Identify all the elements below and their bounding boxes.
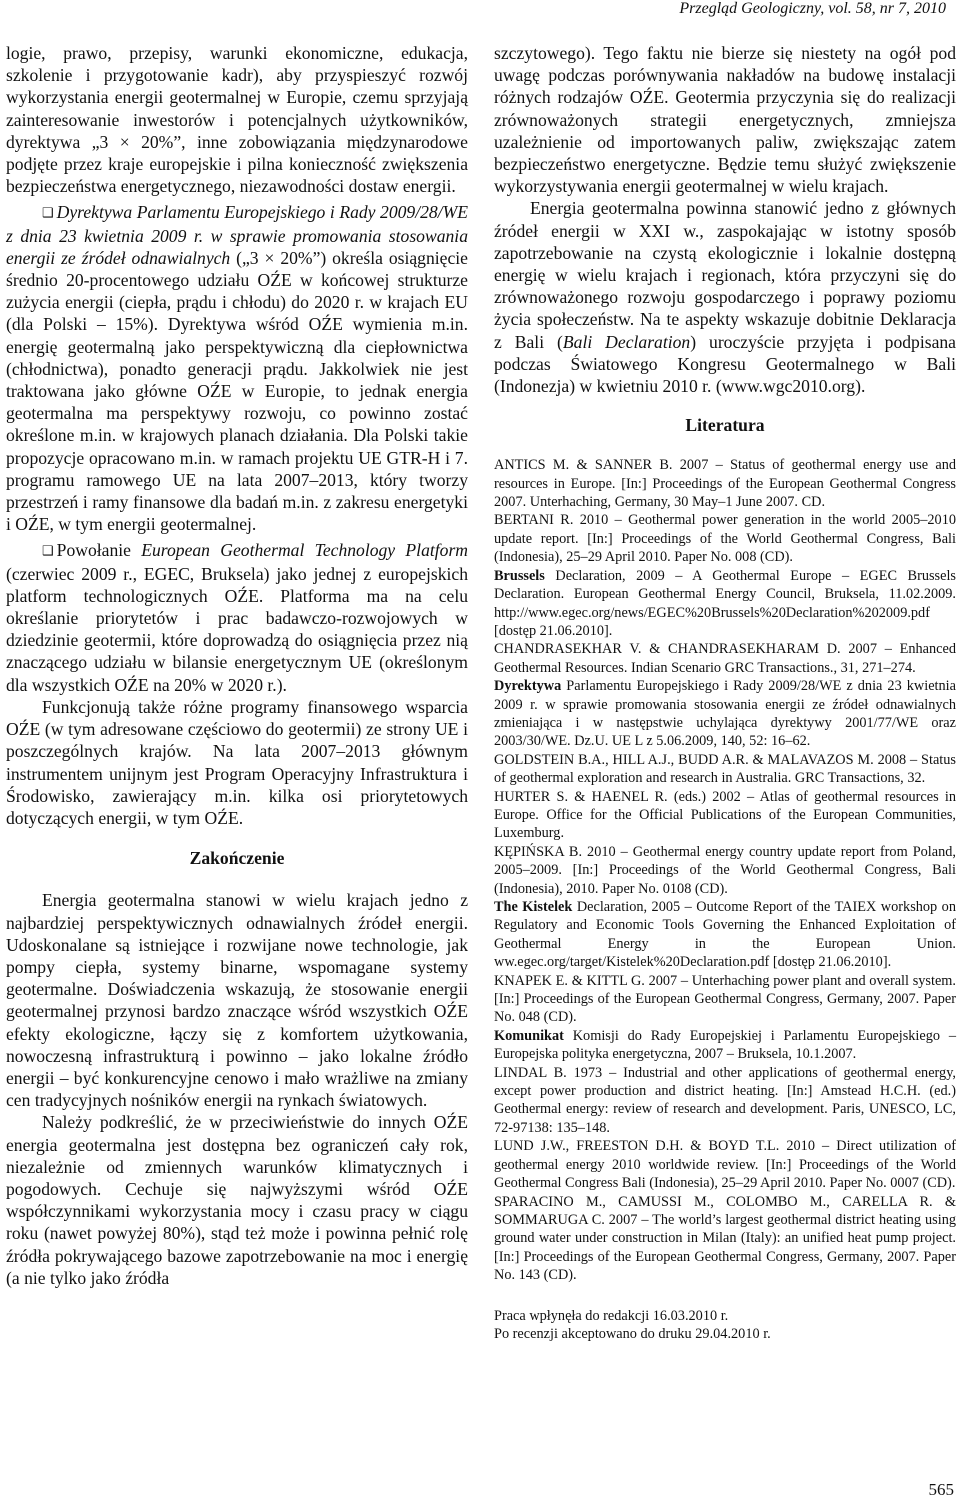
- reference-item: [494, 788, 956, 843]
- reference-item: [494, 751, 956, 788]
- running-header: Przegląd Geologiczny, vol. 58, nr 7, 2010: [679, 0, 946, 17]
- reference-item: [494, 898, 956, 972]
- checkbox-bullet-icon: ❑: [42, 205, 54, 221]
- reference-lead: The Kistelek: [494, 899, 573, 915]
- received-date: Praca wpłynęła do redakcji 16.03.2010 r.: [494, 1307, 729, 1324]
- reference-item: [494, 677, 956, 751]
- reference-lead: Brussels: [494, 567, 545, 584]
- paragraph-text: Energia geotermalna powinna stanowić jedno z głównych źródeł energii w XXI w., zaspokajając w istotny sposób zapotrzebowanie na czystą ekologicznie i lokalnie dostępną energię w wielu krajach i regionach, która przyczyni się do zrównoważonego rozwoju gospodarczego i poprawy poziomu życia społeczeństw. Na te aspekty wskazuje dobitnie Deklaracja z Bali (: [494, 198, 956, 352]
- platform-title: European Geothermal Technology Platform: [141, 540, 468, 561]
- reference-lead: Komunikat: [494, 1027, 564, 1044]
- directive-text: („3 × 20%”) określa osiągnięcie średnio 20-procentowego udziału OŹE w końcowej strukturze zużycia energii (ciepła, prądu i chłodu) do 2020 r. w krajach EU (dla Polski – 15%). Dyrektywa wśród OŹE wymienia m.in. energię geotermalną jako perspektywiczną dla ciepłownictwa (chłodnictwa), ponadto generacji prądu. Jakkolwiek nie jest traktowana jako główne OŹE w Europie, to jednak energia geotermalna ma perspektywy rozwoju, co powinno zostać określone m.in. w krajowych planach działania. Dla Polski takie propozycje opracowano m.in. w ramach projektu UE GTR-H i 7. programu ramowego UE na lata 2007–2013, który tworzy przestrzeń i ramy finansowe dla badań m.in. z zakresu energetyki i OŹE, w tym energii geotermalnej.: [6, 247, 468, 535]
- paragraph: szczytowego). Tego faktu nie bierze się niestety na ogół pod uwagę podczas porównywania nakładów na budowę instalacji różnych rodzajów OŹE. Geotermia przyczynia się do realizacji zrównoważonych strategii energetycznych, zmniejsza uzależnienie od importowanych paliw, zwiększając zatem bezpieczeństwo energetyczne. Będzie temu służyć zwiększenie wykorzystywania energii geotermalnej w wielu krajach.: [494, 43, 956, 197]
- reference-text: ANTICS M. & SANNER B. 2007 – Status of geothermal energy use and resources in Europe. [In:] Proceedings of the European Geothermal Congress 2007. Unterhaching, Germany, 30 May–1 June 2007. CD.: [494, 457, 956, 511]
- paragraph-text: ) uroczyście przyjęta i podpisana podczas Światowego Kongresu Geotermalnego w Bali (Indonezja) w kwietniu 2010 r. (www.wgc2010.org).: [494, 331, 956, 397]
- right-column: [494, 42, 956, 1343]
- reference-text: Parlamentu Europejskiego i Rady 2009/28/WE z dnia 23 kwietnia 2009 r. w sprawie promowania stosowania energii ze źródeł odnawialnych zmieniająca i w następstwie uchylająca dyrektywy 2001/77/WE oraz 2003/30/WE. Dz.U. UE L z 5.06.2009, 140, 52: 16–62.: [494, 678, 956, 750]
- reference-text: SPARACINO M., CAMUSSI M., COLOMBO M., CARELLA R. & SOMMARUGA C. 2007 – The world’s largest geothermal district heating using ground water under construction in Milan (Italy): an unified heat pump project. [In:] Proceedings of the European Geothermal Congress, Germany, 2007. Paper No. 143 (CD).: [494, 1193, 956, 1284]
- reference-item: [494, 972, 956, 1027]
- paragraph: Funkcjonują także różne programy finansowego wsparcia OŹE (w tym adresowane częściowo do geotermii) ze strony UE i poszczególnych krajów. Na lata 2007–2013 głównym instrumentem unijnym jest Program Operacyjny Infrastruktura i Środowisko, zawierający m.in. kilka osi priorytetowych dotyczących energii, w tym OŹE.: [6, 696, 468, 828]
- reference-text: CHANDRASEKHAR V. & CHANDRASEKHARAM D. 2007 – Enhanced Geothermal Resources. Indian Scenario GRC Transactions., 31, 271–274.: [494, 641, 956, 676]
- reference-text: KNAPEK E. & KITTL G. 2007 – Unterhaching power plant and overall system. [In:] Proceedings of the European Geothermal Congress, Germany, 2007. Paper No. 048 (CD).: [494, 972, 956, 1026]
- submission-note: [494, 1307, 956, 1344]
- reference-text: Declaration, 2009 – A Geothermal Europe – EGEC Brussels Declaration. European Geothermal Energy Council, Bruksela, 11.02.2009. http://www.egec.org/news/EGEC%20Brussels%20Declaration%202009.pdf [dostęp 21.06.2010].: [494, 567, 956, 639]
- section-title-conclusion: Zakończenie: [189, 848, 285, 869]
- reference-item: [494, 456, 956, 511]
- bali-declaration: Bali Declaration: [562, 331, 691, 352]
- accepted-date: Po recenzji akceptowano do druku 29.04.2010 r.: [494, 1325, 771, 1342]
- platform-text: (czerwiec 2009 r., EGEC, Bruksela) jako jednej z europejskich platform technologicznych OŹE. Platforma ma na celu określanie priorytetów i prac badawczo-rozwojowych w dziedzinie geotermii, które doprowadzą do osiągnięcia przez nią znaczącego udziału w bilansie energetycznym UE (określonym dla wszystkich OŹE na 20% w 2020 r.).: [6, 563, 468, 695]
- reference-text: Komisji do Rady Europejskiej i Parlamentu Europejskiego – Europejska polityka energetyczna, 2007 – Bruksela, 10.1.2007.: [494, 1027, 956, 1063]
- reference-item: [494, 567, 956, 641]
- platform-text-pre: Powołanie: [56, 540, 142, 561]
- paragraph: logie, prawo, przepisy, warunki ekonomiczne, edukacja, szkolenie i przygotowanie kadr), aby przyspieszyć rozwój wykorzystania energii geotermalnej w Europie, czemu sprzyjają zainteresowanie inwestorów i potencjalnych użytkowników, dyrektywa „3 × 20%”, inne zobowiązania międzynarodowe podjęte przez kraje europejskie i pilna konieczność zwiększenia bezpieczeństwa energetycznego, niezawodności dostaw energii.: [6, 43, 468, 197]
- reference-item: [494, 1137, 956, 1192]
- paragraph: Należy podkreślić, że w przeciwieństwie do innych OŹE energia geotermalna jest dostępna bez ograniczeń cały rok, niezależnie od zmiennych warunków klimatycznych i pogodowych. Cechuje się najwyższymi wśród OŹE współczynnikami wykorzystania mocy i czasu pracy w ciągu roku (nawet powyżej 80%), stąd też może i powinna pełnić rolę źródła pokrywającego bazowe zapotrzebowanie na moc i energię (a nie tylko jako źródła: [6, 1112, 468, 1288]
- reference-item: [494, 843, 956, 898]
- page-number: 565: [928, 1480, 954, 1499]
- checkbox-bullet-icon: ❑: [42, 543, 54, 559]
- reference-text: LUND J.W., FREESTON D.H. & BOYD T.L. 2010 – Direct utilization of geothermal energy 2010 worldwide review. [In:] Proceedings of the World Geothermal Congress Bali (Indonesia), 25–29 April 2010. Paper No. 0007 (CD).: [494, 1138, 956, 1192]
- reference-item: [494, 1193, 956, 1285]
- reference-text: Declaration, 2005 – Outcome Report of the TAIEX workshop on Regulatory and Economic Tools Governing the Enhanced Exploitation of Geothermal Energy in the European Union. ww.egec.org/target/Kistelek%20Declaration.pdf [dostęp 21.06.2010].: [494, 899, 956, 971]
- section-title-literature: Literatura: [685, 415, 765, 436]
- reference-list: [494, 456, 956, 1284]
- directive-title: Dyrektywa Parlamentu Europejskiego i Rady 2009/28/WE z dnia 23 kwietnia 2009 r. w sprawie promowania stosowania energii ze źródeł odnawialnych: [6, 202, 468, 268]
- paragraph: [494, 197, 956, 397]
- reference-text: GOLDSTEIN B.A., HILL A.J., BUDD A.R. & MALAVAZOS M. 2008 – Status of geothermal exploration and research in Australia. GRC Transactions, 32.: [494, 751, 956, 787]
- reference-item: [494, 511, 956, 566]
- reference-item: [494, 1064, 956, 1138]
- bullet-platform: [6, 539, 468, 695]
- left-column: [6, 42, 468, 1289]
- reference-item: [494, 640, 956, 677]
- reference-text: KĘPIŃSKA B. 2010 – Geothermal energy country update report from Poland, 2005–2009. [In:] Proceedings of the World Geothermal Congress, Bali (Indonesia), 2010. Paper No. 0108 (CD).: [494, 843, 956, 897]
- bullet-directive: [6, 201, 468, 535]
- reference-text: BERTANI R. 2010 – Geothermal power generation in the world 2005–2010 update report. [In:] Proceedings of the World Geothermal Congress, Bali (Indonesia), 25–29 April 2010. Paper No. 008 (CD).: [494, 512, 956, 566]
- reference-item: [494, 1027, 956, 1064]
- paragraph: Energia geotermalna stanowi w wielu krajach jedno z najbardziej perspektywicznych odnawialnych źródeł energii. Udoskonalane są istniejące i rozwijane nowe technologie, jak pompy ciepła, systemy binarne, wspomagane systemy geotermalne. Doświadczenia wskazują, że stosowanie energii geotermalnej przynosi bardzo znaczące wśród wszystkich OŹE efekty ekologiczne, łączy się z komfortem użytkowania, nowoczesną infrastrukturą i powinno – jako lokalne źródło energii – być konkurencyjne cenowo i mało wrażliwe na zmiany cen tradycyjnych nośników energii na rynkach światowych.: [6, 890, 468, 1111]
- reference-text: HURTER S. & HAENEL R. (eds.) 2002 – Atlas of geothermal resources in Europe. Office for the Official Publications of the European Communities, Luxemburg.: [494, 788, 956, 842]
- reference-lead: Dyrektywa: [494, 678, 562, 695]
- reference-text: LINDAL B. 1973 – Industrial and other applications of geothermal energy, except power production and district heating. [In:] Amstead H.C.H. (ed.) Geothermal energy: review of research and development. Paris, UNESCO, LC, 72-97138: 135–148.: [494, 1064, 956, 1136]
